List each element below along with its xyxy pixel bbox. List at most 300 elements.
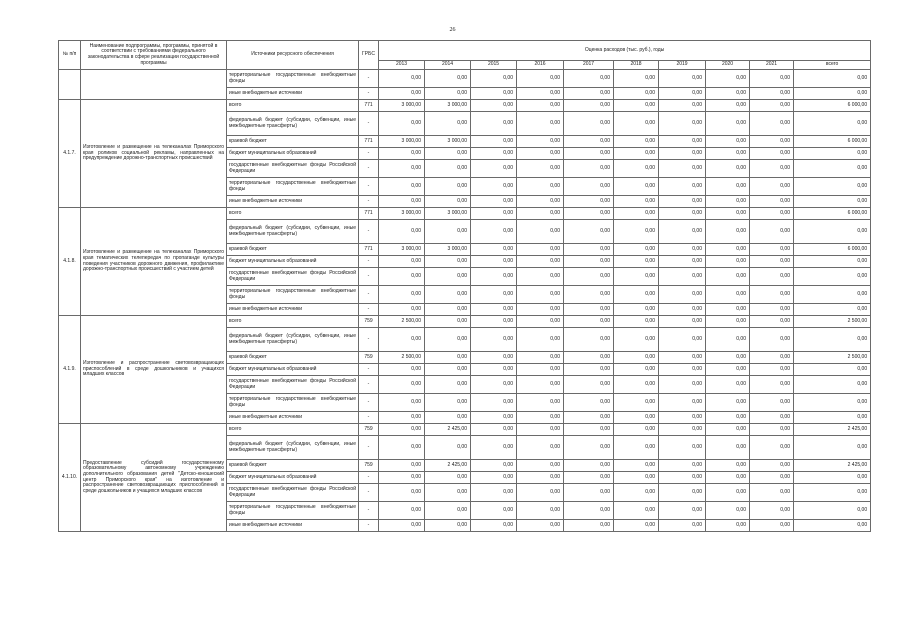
value-cell: 3 000,00	[379, 208, 425, 220]
funding-source: иные внебюджетные источники	[227, 196, 359, 208]
value-cell: 0,00	[564, 412, 614, 424]
value-cell: 0,00	[517, 268, 564, 286]
value-cell: 0,00	[471, 412, 517, 424]
value-cell: 0,00	[517, 244, 564, 256]
value-cell: 0,00	[379, 328, 425, 352]
value-cell: 0,00	[379, 148, 425, 160]
value-cell: 0,00	[564, 502, 614, 520]
value-cell: 0,00	[614, 436, 659, 460]
value-cell: 0,00	[564, 136, 614, 148]
value-total: 0,00	[794, 268, 871, 286]
grbs-code: -	[359, 328, 379, 352]
value-cell: 0,00	[750, 70, 794, 88]
table-row	[59, 208, 871, 220]
value-cell: 0,00	[750, 196, 794, 208]
value-cell: 0,00	[564, 286, 614, 304]
value-cell: 0,00	[517, 178, 564, 196]
value-cell: 0,00	[425, 484, 471, 502]
value-cell: 0,00	[564, 208, 614, 220]
value-cell: 0,00	[614, 352, 659, 364]
value-cell: 0,00	[706, 196, 750, 208]
grbs-code: -	[359, 88, 379, 100]
value-cell: 0,00	[750, 502, 794, 520]
value-cell: 0,00	[471, 136, 517, 148]
value-cell: 0,00	[614, 208, 659, 220]
value-cell: 0,00	[517, 196, 564, 208]
value-cell: 0,00	[564, 484, 614, 502]
value-cell: 0,00	[750, 460, 794, 472]
value-cell: 0,00	[471, 394, 517, 412]
value-cell: 0,00	[659, 178, 706, 196]
funding-source: территориальные государственные внебюджетные фонды	[227, 394, 359, 412]
budget-table	[58, 40, 871, 532]
value-cell: 0,00	[379, 412, 425, 424]
value-cell: 0,00	[614, 100, 659, 112]
value-cell: 0,00	[564, 196, 614, 208]
value-cell: 0,00	[614, 394, 659, 412]
table-body	[59, 70, 871, 532]
grbs-code: 771	[359, 100, 379, 112]
value-cell: 0,00	[471, 352, 517, 364]
value-cell: 0,00	[379, 112, 425, 136]
value-cell: 0,00	[659, 256, 706, 268]
value-cell: 0,00	[517, 394, 564, 412]
value-cell: 0,00	[750, 328, 794, 352]
funding-source: бюджет муниципальных образований	[227, 256, 359, 268]
value-cell: 0,00	[564, 244, 614, 256]
funding-source: территориальные государственные внебюджетные фонды	[227, 286, 359, 304]
value-cell: 0,00	[471, 70, 517, 88]
funding-source: краевой бюджет	[227, 460, 359, 472]
year-header-2018: 2018	[614, 61, 659, 70]
value-total: 2 425,00	[794, 460, 871, 472]
value-cell: 0,00	[659, 352, 706, 364]
value-cell: 0,00	[659, 100, 706, 112]
year-header-total: всего	[794, 61, 871, 70]
value-cell: 3 000,00	[425, 136, 471, 148]
value-cell: 0,00	[750, 364, 794, 376]
value-cell: 0,00	[517, 112, 564, 136]
value-cell: 0,00	[517, 484, 564, 502]
grbs-code: -	[359, 376, 379, 394]
value-cell: 0,00	[659, 268, 706, 286]
value-total: 0,00	[794, 328, 871, 352]
value-cell: 0,00	[614, 286, 659, 304]
year-header-2019: 2019	[659, 61, 706, 70]
value-cell: 0,00	[659, 328, 706, 352]
value-cell: 0,00	[706, 520, 750, 532]
grbs-code: -	[359, 268, 379, 286]
header-source: Источники ресурсного обеспечения	[227, 41, 359, 70]
value-cell: 0,00	[517, 376, 564, 394]
value-cell: 0,00	[517, 502, 564, 520]
value-cell: 0,00	[425, 160, 471, 178]
value-cell: 0,00	[750, 394, 794, 412]
funding-source: федеральный бюджет (субсидии, субвенции, иные межбюджетные трансферты)	[227, 220, 359, 244]
header-name: Наименование подпрограммы, программы, принятой в соответствии с требованиями федерального законодательства в сфере реализации государственной программы	[81, 41, 227, 70]
value-cell: 0,00	[750, 220, 794, 244]
value-cell: 0,00	[659, 472, 706, 484]
value-total: 0,00	[794, 88, 871, 100]
table-row	[59, 100, 871, 112]
value-cell: 0,00	[517, 460, 564, 472]
value-cell: 0,00	[564, 352, 614, 364]
value-total: 0,00	[794, 436, 871, 460]
value-cell: 0,00	[471, 178, 517, 196]
value-cell: 0,00	[659, 376, 706, 394]
value-cell: 3 000,00	[379, 244, 425, 256]
value-cell: 0,00	[425, 70, 471, 88]
value-cell: 0,00	[425, 472, 471, 484]
value-cell: 0,00	[471, 484, 517, 502]
value-cell: 0,00	[659, 70, 706, 88]
grbs-code: 759	[359, 352, 379, 364]
value-cell: 0,00	[706, 436, 750, 460]
value-cell: 0,00	[706, 136, 750, 148]
row-number: 4.1.7.	[59, 100, 81, 208]
value-cell: 0,00	[517, 70, 564, 88]
value-cell: 0,00	[706, 160, 750, 178]
value-cell: 0,00	[517, 286, 564, 304]
value-cell: 0,00	[379, 502, 425, 520]
row-number: 4.1.9.	[59, 316, 81, 424]
value-cell: 2 425,00	[425, 460, 471, 472]
value-cell: 0,00	[517, 304, 564, 316]
value-total: 0,00	[794, 112, 871, 136]
grbs-code: 759	[359, 316, 379, 328]
value-total: 0,00	[794, 148, 871, 160]
value-cell: 0,00	[706, 364, 750, 376]
grbs-code: -	[359, 412, 379, 424]
value-cell: 0,00	[379, 220, 425, 244]
value-cell: 0,00	[425, 412, 471, 424]
value-cell: 0,00	[379, 256, 425, 268]
value-cell: 0,00	[471, 316, 517, 328]
value-cell: 0,00	[750, 376, 794, 394]
grbs-code: -	[359, 436, 379, 460]
value-cell: 0,00	[471, 436, 517, 460]
value-cell: 0,00	[517, 412, 564, 424]
value-cell: 3 000,00	[425, 100, 471, 112]
funding-source: территориальные государственные внебюджетные фонды	[227, 70, 359, 88]
page-number: 26	[449, 27, 456, 33]
value-cell: 0,00	[614, 88, 659, 100]
year-header-2014: 2014	[425, 61, 471, 70]
value-cell: 0,00	[614, 268, 659, 286]
value-cell: 0,00	[379, 268, 425, 286]
value-cell: 3 000,00	[425, 244, 471, 256]
value-cell: 2 500,00	[379, 316, 425, 328]
value-cell: 0,00	[517, 88, 564, 100]
value-cell: 0,00	[750, 160, 794, 178]
value-cell: 0,00	[614, 112, 659, 136]
value-cell: 0,00	[471, 220, 517, 244]
value-cell: 0,00	[564, 376, 614, 394]
value-cell: 3 000,00	[425, 208, 471, 220]
value-total: 0,00	[794, 412, 871, 424]
value-cell: 0,00	[614, 502, 659, 520]
value-total: 0,00	[794, 484, 871, 502]
value-cell: 0,00	[706, 484, 750, 502]
value-total: 0,00	[794, 196, 871, 208]
value-cell: 0,00	[379, 196, 425, 208]
value-cell: 0,00	[471, 244, 517, 256]
value-total: 0,00	[794, 364, 871, 376]
value-total: 0,00	[794, 502, 871, 520]
value-cell: 0,00	[750, 136, 794, 148]
value-cell: 0,00	[614, 70, 659, 88]
value-cell: 0,00	[614, 136, 659, 148]
value-cell: 0,00	[471, 256, 517, 268]
value-cell: 0,00	[706, 220, 750, 244]
value-cell: 0,00	[471, 160, 517, 178]
funding-source: федеральный бюджет (субсидии, субвенции, иные межбюджетные трансферты)	[227, 436, 359, 460]
table-row	[59, 316, 871, 328]
value-cell: 0,00	[517, 328, 564, 352]
value-cell: 0,00	[659, 208, 706, 220]
funding-source: территориальные государственные внебюджетные фонды	[227, 502, 359, 520]
value-cell: 0,00	[517, 148, 564, 160]
value-cell: 0,00	[659, 316, 706, 328]
value-cell: 0,00	[471, 100, 517, 112]
table-row	[59, 424, 871, 436]
grbs-code: 759	[359, 424, 379, 436]
value-cell: 0,00	[379, 88, 425, 100]
value-cell: 0,00	[750, 148, 794, 160]
value-cell: 0,00	[379, 436, 425, 460]
value-cell: 0,00	[659, 220, 706, 244]
value-cell: 0,00	[659, 502, 706, 520]
value-cell: 0,00	[659, 484, 706, 502]
value-cell: 0,00	[750, 112, 794, 136]
value-cell: 0,00	[659, 112, 706, 136]
value-cell: 0,00	[706, 100, 750, 112]
value-cell: 0,00	[659, 394, 706, 412]
value-cell: 0,00	[614, 244, 659, 256]
value-cell: 0,00	[517, 100, 564, 112]
value-cell: 0,00	[471, 460, 517, 472]
value-total: 0,00	[794, 220, 871, 244]
value-cell: 0,00	[379, 520, 425, 532]
value-cell: 0,00	[425, 178, 471, 196]
funding-source: иные внебюджетные источники	[227, 520, 359, 532]
measure-name: Изготовление и размещение на телеканалах Приморского края роликов социальной рекламы, направленных на предупреждение дорожно-транспортных происшествий	[81, 100, 227, 208]
value-cell: 0,00	[614, 472, 659, 484]
funding-source: всего	[227, 208, 359, 220]
value-cell: 0,00	[659, 520, 706, 532]
value-cell: 0,00	[614, 424, 659, 436]
value-cell: 0,00	[517, 436, 564, 460]
funding-source: краевой бюджет	[227, 352, 359, 364]
grbs-code: 771	[359, 136, 379, 148]
value-cell: 0,00	[750, 484, 794, 502]
value-cell: 0,00	[471, 148, 517, 160]
value-cell: 0,00	[517, 520, 564, 532]
value-cell: 0,00	[564, 256, 614, 268]
grbs-code: -	[359, 70, 379, 88]
value-cell: 0,00	[706, 352, 750, 364]
value-cell: 0,00	[471, 520, 517, 532]
year-header-2015: 2015	[471, 61, 517, 70]
value-cell: 0,00	[471, 208, 517, 220]
value-cell: 0,00	[706, 394, 750, 412]
value-total: 0,00	[794, 70, 871, 88]
grbs-code: -	[359, 220, 379, 244]
value-cell: 0,00	[564, 472, 614, 484]
value-cell: 0,00	[750, 256, 794, 268]
value-cell: 0,00	[750, 208, 794, 220]
value-cell: 0,00	[471, 424, 517, 436]
value-cell: 0,00	[659, 88, 706, 100]
value-cell: 0,00	[425, 304, 471, 316]
value-cell: 0,00	[564, 424, 614, 436]
value-cell: 0,00	[425, 268, 471, 286]
funding-source: краевой бюджет	[227, 136, 359, 148]
value-cell: 0,00	[425, 316, 471, 328]
value-cell: 0,00	[379, 376, 425, 394]
value-cell: 0,00	[614, 220, 659, 244]
value-cell: 0,00	[564, 304, 614, 316]
funding-source: государственные внебюджетные фонды Российской Федерации	[227, 160, 359, 178]
value-cell: 0,00	[425, 376, 471, 394]
grbs-code: -	[359, 304, 379, 316]
value-cell: 0,00	[564, 460, 614, 472]
value-cell: 0,00	[564, 328, 614, 352]
value-total: 6 000,00	[794, 100, 871, 112]
value-cell: 0,00	[706, 70, 750, 88]
value-cell: 0,00	[564, 436, 614, 460]
value-cell: 0,00	[659, 304, 706, 316]
funding-source: федеральный бюджет (субсидии, субвенции, иные межбюджетные трансферты)	[227, 112, 359, 136]
value-cell: 0,00	[750, 424, 794, 436]
funding-source: бюджет муниципальных образований	[227, 148, 359, 160]
funding-source: бюджет муниципальных образований	[227, 472, 359, 484]
value-cell: 0,00	[564, 70, 614, 88]
value-cell: 0,00	[706, 502, 750, 520]
value-cell: 0,00	[750, 304, 794, 316]
value-cell: 0,00	[564, 520, 614, 532]
funding-source: иные внебюджетные источники	[227, 304, 359, 316]
value-cell: 0,00	[379, 394, 425, 412]
value-cell: 0,00	[706, 178, 750, 196]
value-cell: 0,00	[425, 286, 471, 304]
value-cell: 0,00	[564, 160, 614, 178]
value-cell: 0,00	[379, 286, 425, 304]
funding-source: государственные внебюджетные фонды Российской Федерации	[227, 376, 359, 394]
value-cell: 0,00	[659, 436, 706, 460]
value-total: 0,00	[794, 160, 871, 178]
value-cell: 0,00	[614, 196, 659, 208]
value-cell: 0,00	[379, 364, 425, 376]
value-total: 2 500,00	[794, 316, 871, 328]
value-cell: 0,00	[614, 364, 659, 376]
value-cell: 0,00	[706, 304, 750, 316]
value-cell: 0,00	[564, 178, 614, 196]
value-cell: 0,00	[379, 460, 425, 472]
value-cell: 0,00	[471, 88, 517, 100]
value-cell: 0,00	[614, 412, 659, 424]
value-cell: 0,00	[706, 328, 750, 352]
grbs-code: -	[359, 484, 379, 502]
empty-cell	[59, 70, 81, 100]
value-cell: 0,00	[659, 196, 706, 208]
value-cell: 0,00	[614, 376, 659, 394]
value-cell: 3 000,00	[379, 136, 425, 148]
grbs-code: -	[359, 112, 379, 136]
value-cell: 0,00	[379, 178, 425, 196]
value-cell: 0,00	[517, 160, 564, 178]
value-cell: 0,00	[517, 316, 564, 328]
value-total: 6 000,00	[794, 136, 871, 148]
value-cell: 0,00	[425, 502, 471, 520]
value-total: 0,00	[794, 394, 871, 412]
value-cell: 0,00	[659, 412, 706, 424]
value-cell: 0,00	[564, 220, 614, 244]
value-cell: 0,00	[379, 424, 425, 436]
grbs-code: 759	[359, 460, 379, 472]
value-total: 2 425,00	[794, 424, 871, 436]
value-total: 0,00	[794, 472, 871, 484]
value-cell: 0,00	[379, 304, 425, 316]
grbs-code: -	[359, 520, 379, 532]
value-total: 0,00	[794, 256, 871, 268]
value-cell: 0,00	[750, 436, 794, 460]
grbs-code: -	[359, 148, 379, 160]
value-cell: 0,00	[750, 268, 794, 286]
value-cell: 0,00	[659, 244, 706, 256]
value-cell: 0,00	[471, 502, 517, 520]
value-cell: 0,00	[706, 208, 750, 220]
table-row	[59, 70, 871, 88]
value-cell: 0,00	[614, 160, 659, 178]
value-cell: 0,00	[750, 178, 794, 196]
row-number: 4.1.10.	[59, 424, 81, 532]
grbs-code: -	[359, 178, 379, 196]
value-cell: 0,00	[564, 394, 614, 412]
value-cell: 0,00	[517, 208, 564, 220]
year-header-2020: 2020	[706, 61, 750, 70]
funding-source: бюджет муниципальных образований	[227, 364, 359, 376]
header-num: № п/п	[59, 41, 81, 70]
grbs-code: -	[359, 394, 379, 412]
value-cell: 0,00	[706, 148, 750, 160]
funding-source: государственные внебюджетные фонды Российской Федерации	[227, 268, 359, 286]
grbs-code: -	[359, 502, 379, 520]
grbs-code: 771	[359, 244, 379, 256]
value-cell: 0,00	[750, 88, 794, 100]
value-cell: 0,00	[614, 304, 659, 316]
funding-source: иные внебюджетные источники	[227, 412, 359, 424]
value-cell: 0,00	[750, 412, 794, 424]
measure-name: Изготовление и размещение на телеканалах Приморского края тематических телепередач по пропаганде культуры поведения участников дорожного движения, профилактике дорожно-транспортных происшествий с участием детей	[81, 208, 227, 316]
value-cell: 0,00	[706, 424, 750, 436]
value-cell: 0,00	[425, 88, 471, 100]
value-cell: 0,00	[750, 286, 794, 304]
year-header-2016: 2016	[517, 61, 564, 70]
value-total: 6 000,00	[794, 208, 871, 220]
value-cell: 0,00	[425, 520, 471, 532]
value-total: 0,00	[794, 178, 871, 196]
value-cell: 0,00	[750, 352, 794, 364]
grbs-code: -	[359, 286, 379, 304]
value-cell: 0,00	[471, 328, 517, 352]
value-cell: 0,00	[614, 520, 659, 532]
value-cell: 0,00	[564, 268, 614, 286]
value-cell: 0,00	[471, 268, 517, 286]
funding-source: всего	[227, 316, 359, 328]
grbs-code: -	[359, 472, 379, 484]
value-cell: 0,00	[564, 112, 614, 136]
